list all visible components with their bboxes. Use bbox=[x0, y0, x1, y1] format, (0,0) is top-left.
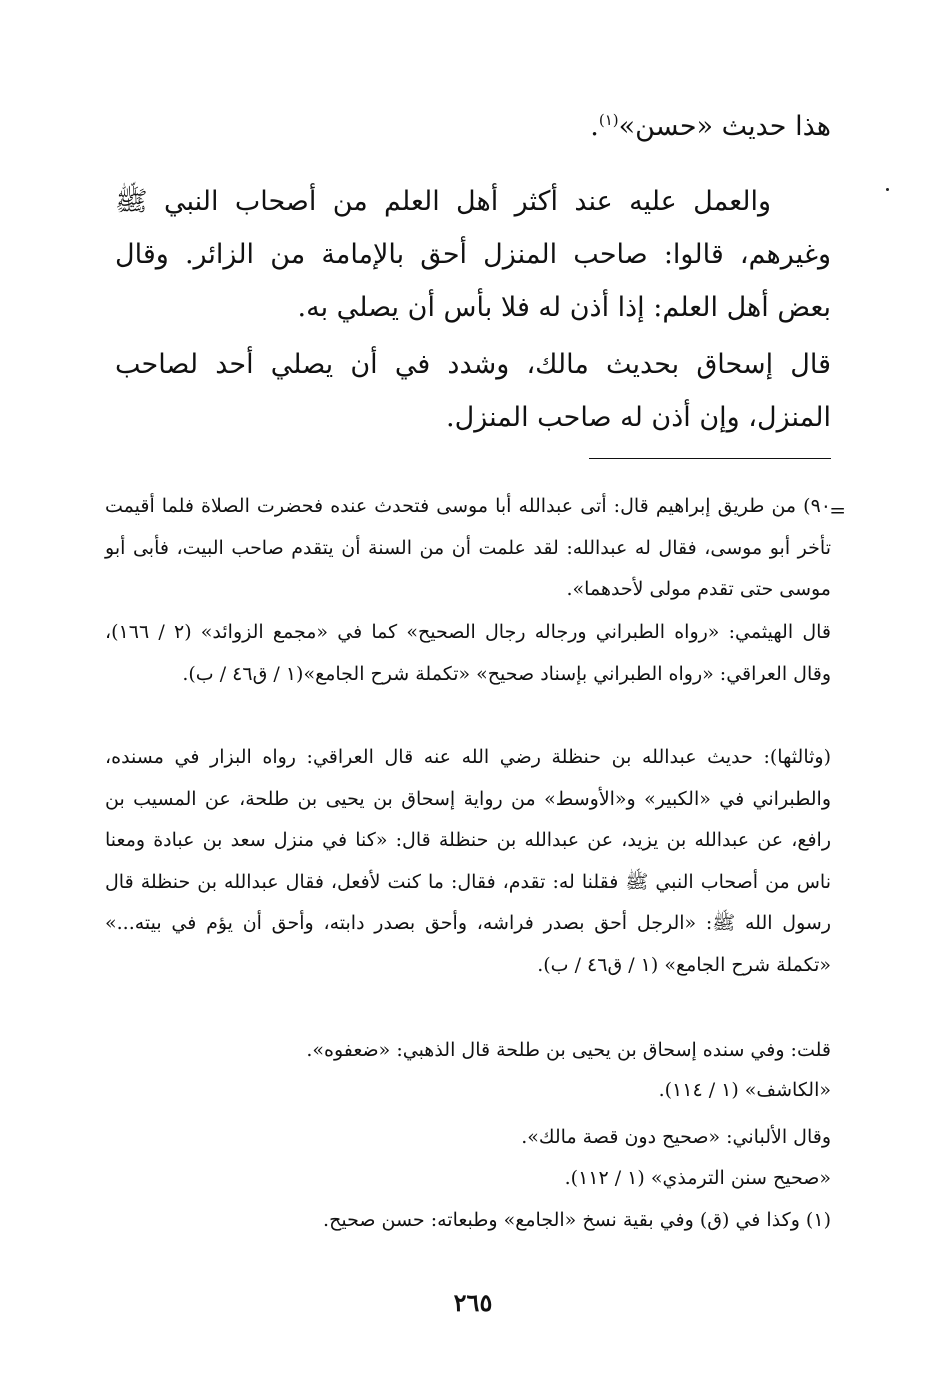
footnote-continuation-mark: = bbox=[829, 498, 846, 522]
footnote-block-2: قال الهيثمي: «رواه الطبراني ورجاله رجال الصحيح» كما في «مجمع الزوائد» (٢ / ١٦٦)، وقال العراقي: «رواه الطبراني بإسناد صحيح» «تكملة شرح الجامع»(١ / ق٤٦ / ب). bbox=[105, 621, 831, 685]
main-paragraph-3: قال إسحاق بحديث مالك، وشدد في أن يصلي أحد لصاحب المنزل، وإن أذن له صاحب المنزل. bbox=[115, 349, 831, 433]
paragraph-1-text: هذا حديث «حسن» bbox=[618, 111, 831, 142]
page-number: ٢٦٥ bbox=[453, 1288, 493, 1317]
main-paragraph-2: والعمل عليه عند أكثر أهل العلم من أصحاب النبي ﷺ وغيرهم، قالوا: صاحب المنزل أحق بالإمامة من الزائر. وقال بعض أهل العلم: إذا أذن له فلا بأس أن يصلي به. bbox=[115, 186, 831, 323]
footnote-block-1: ٩٠) من طريق إبراهيم قال: أتى عبدالله أبا موسى فتحدث عنده فحضرت الصلاة فلما أقيمت تأخر أبو موسى، فقال له عبدالله: لقد علمت أن من السنة أن يتقدم صاحب البيت، فأبى أبو موسى حتى تقدم مولى لأحدهما». bbox=[105, 495, 831, 600]
footnote-block-6: وقال الألباني: «صحيح دون قصة مالك». bbox=[521, 1126, 831, 1148]
footnote-block-3: (وثالثها): حديث عبدالله بن حنظلة رضي الله عنه قال العراقي: رواه البزار في مسنده، والطبراني في «الكبير» و«الأوسط» من رواية إسحاق بن يحيى بن طلحة، عن المسيب بن رافع، عن عبدالله بن يزيد، عن عبدالله بن حنظلة قال: «كنا في منزل سعد بن عبادة ومعنا ناس من أصحاب النبي ﷺ فقلنا له: تقدم، فقال: ما كنت لأفعل، فقال عبدالله بن حنظلة قال رسول الله ﷺ: «الرجل أحق بصدر فراشه، وأحق بصدر دابته، وأحق أن يؤم في بيته...» «تكملة شرح الجامع» (١ / ق٤٦ / ب). bbox=[105, 746, 831, 976]
footnote-block-7: «صحيح سنن الترمذي» (١ / ١١٢). bbox=[564, 1167, 831, 1189]
stray-dot bbox=[886, 188, 889, 191]
footnote-divider bbox=[589, 458, 831, 459]
footnote-block-4: قلت: وفي سنده إسحاق بن يحيى بن طلحة قال الذهبي: «ضعفوه». bbox=[306, 1039, 831, 1061]
paragraph-1-end: . bbox=[590, 111, 599, 142]
footnote-block-5: «الكاشف» (١ / ١١٤). bbox=[658, 1079, 831, 1101]
main-paragraph-1 bbox=[115, 100, 831, 153]
footnote-reference: (١) bbox=[598, 111, 619, 129]
footnote-1: (١) وكذا في (ق) وفي بقية نسخ «الجامع» وطبعاته: حسن صحيح. bbox=[323, 1209, 831, 1231]
